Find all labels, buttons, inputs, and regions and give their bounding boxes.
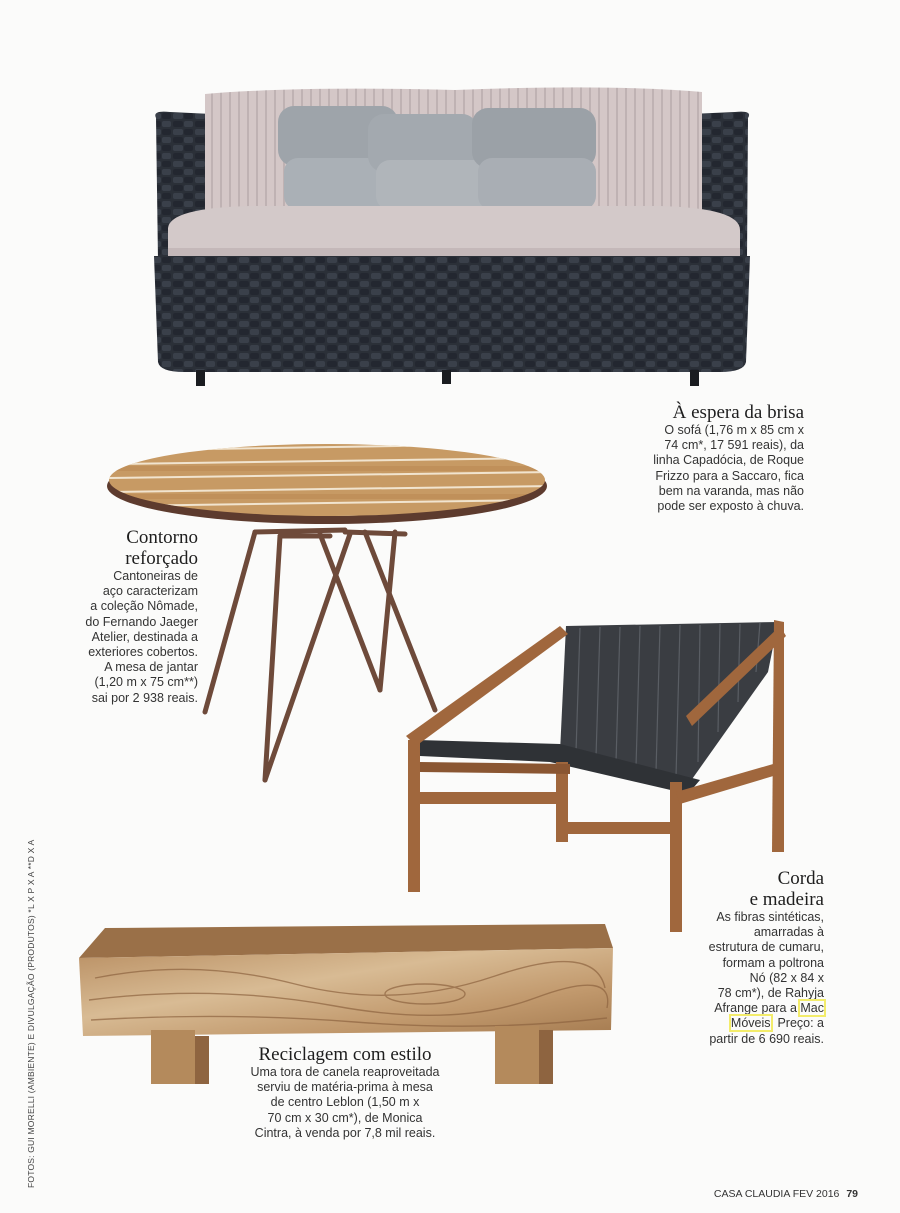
sofa-caption xyxy=(584,402,804,514)
chair-caption xyxy=(624,868,824,1047)
chair-title: Corda e madeira xyxy=(749,868,824,910)
sofa-image xyxy=(150,80,755,390)
table-caption xyxy=(30,527,198,706)
bench-title: Reciclagem com estilo xyxy=(258,1044,432,1065)
page-number: 79 xyxy=(846,1188,858,1200)
bench-caption xyxy=(220,1044,470,1141)
table-text: Cantoneiras de aço caracterizam a coleção Nômade, do Fernando Jaeger Atelier, destinada a exteriores cobertos. A mesa de jantar (1,20 m x 75 cm**) sai por 2 938 reais. xyxy=(85,569,198,705)
sofa-text: O sofá (1,76 m x 85 cm x 74 cm*, 17 591 reais), da linha Capadócia, de Roque Frizzo para a Saccaro, fica bem na varanda, mas não pode ser exposto à chuva. xyxy=(653,423,804,514)
issue-date: FEV 2016 xyxy=(792,1188,840,1200)
table-title: Contorno reforçado xyxy=(125,527,198,569)
page-footer xyxy=(714,1188,858,1200)
bench-text: Uma tora de canela reaproveitada serviu de matéria-prima à mesa de centro Leblon (1,50 m x 70 cm x 30 cm*), de Monica Cintra, à venda por 7,8 mil reais. xyxy=(250,1065,440,1140)
chair-text: As fibras sintéticas, amarradas à estrutura de cumaru, formam a poltrona Nó (82 x 84 x 78 cm*), de Rahyja Afrange para a Mac Móveis. Preço: a partir de 6 690 reais. xyxy=(708,910,824,1046)
sofa-title: À espera da brisa xyxy=(672,402,804,423)
mac-moveis-link-part1[interactable]: Mac xyxy=(800,1001,824,1016)
magazine-name: CASA CLAUDIA xyxy=(713,1188,790,1200)
mac-moveis-link-part2[interactable]: Móveis xyxy=(730,1016,771,1031)
photo-credit: FOTOS: GUI MORELLI (AMBIENTE) E DIVULGAÇÃO (PRODUTOS) *L X P X A **D X A xyxy=(26,839,36,1188)
